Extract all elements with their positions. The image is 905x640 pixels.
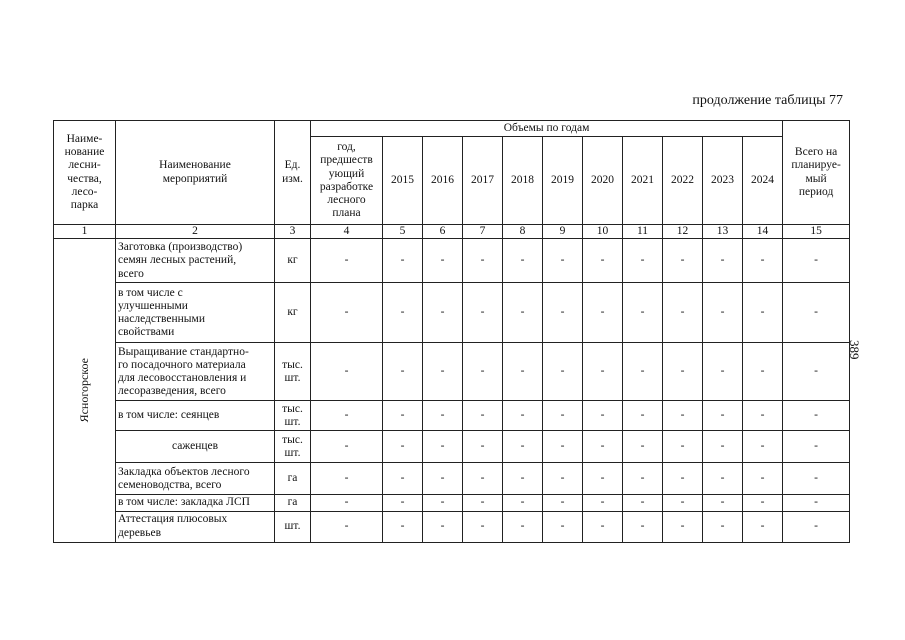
value-cell: - (783, 463, 850, 495)
value-cell: - (311, 463, 383, 495)
value-cell: - (383, 431, 423, 463)
header-year: 2016 (423, 137, 463, 225)
value-cell: - (543, 283, 583, 343)
header-activity: Наименование мероприятий (116, 121, 275, 225)
value-cell: - (543, 511, 583, 542)
value-cell: - (703, 511, 743, 542)
value-cell: - (663, 511, 703, 542)
table-row (54, 495, 850, 511)
value-cell: - (623, 495, 663, 511)
value-cell: - (503, 239, 543, 283)
header-year: 2019 (543, 137, 583, 225)
value-cell: - (423, 401, 463, 431)
value-cell: - (503, 283, 543, 343)
table-row (54, 463, 850, 495)
table-row (54, 401, 850, 431)
value-cell: - (383, 495, 423, 511)
value-cell: - (383, 401, 423, 431)
value-cell: - (783, 431, 850, 463)
value-cell: - (463, 495, 503, 511)
column-number: 11 (623, 225, 663, 239)
forestry-name: Ясногорское (76, 358, 91, 423)
value-cell: - (543, 431, 583, 463)
value-cell: - (663, 431, 703, 463)
value-cell: - (503, 431, 543, 463)
value-cell: - (623, 401, 663, 431)
activity-name: в том числе: закладка ЛСП (116, 495, 275, 511)
value-cell: - (703, 431, 743, 463)
value-cell: - (463, 431, 503, 463)
table-row (54, 431, 850, 463)
value-cell: - (783, 239, 850, 283)
header-forestry: Наиме- нование лесни- чества, лесо- парка (54, 121, 116, 225)
value-cell: - (543, 463, 583, 495)
unit-cell: кг (275, 239, 311, 283)
value-cell: - (583, 431, 623, 463)
value-cell: - (423, 239, 463, 283)
value-cell: - (663, 495, 703, 511)
table-row (54, 511, 850, 542)
value-cell: - (543, 239, 583, 283)
header-year: 2015 (383, 137, 423, 225)
value-cell: - (703, 401, 743, 431)
unit-cell: тыс. шт. (275, 401, 311, 431)
value-cell: - (583, 463, 623, 495)
value-cell: - (663, 463, 703, 495)
activity-name: в том числе: сеянцев (116, 401, 275, 431)
unit-cell: кг (275, 283, 311, 343)
value-cell: - (703, 343, 743, 401)
value-cell: - (311, 283, 383, 343)
header-year: 2023 (703, 137, 743, 225)
value-cell: - (663, 401, 703, 431)
value-cell: - (623, 431, 663, 463)
value-cell: - (543, 343, 583, 401)
value-cell: - (583, 511, 623, 542)
header-prev-year: год, предшеств ующий разработке лесного плана (311, 137, 383, 225)
activity-name: в том числе с улучшенными наследственными свойствами (116, 283, 275, 343)
header-year: 2020 (583, 137, 623, 225)
unit-cell: тыс. шт. (275, 343, 311, 401)
value-cell: - (783, 511, 850, 542)
value-cell: - (311, 495, 383, 511)
value-cell: - (463, 463, 503, 495)
forestry-name-cell (54, 239, 116, 542)
value-cell: - (463, 239, 503, 283)
header-total: Всего на планируе- мый период (783, 121, 850, 225)
unit-cell: га (275, 463, 311, 495)
column-number: 15 (783, 225, 850, 239)
value-cell: - (743, 511, 783, 542)
value-cell: - (583, 495, 623, 511)
activities-table (53, 120, 850, 543)
column-number: 5 (383, 225, 423, 239)
table-row (54, 239, 850, 283)
value-cell: - (423, 343, 463, 401)
value-cell: - (583, 343, 623, 401)
column-number: 14 (743, 225, 783, 239)
value-cell: - (623, 343, 663, 401)
value-cell: - (543, 401, 583, 431)
header-unit: Ед. изм. (275, 121, 311, 225)
value-cell: - (383, 283, 423, 343)
table-row (54, 343, 850, 401)
column-number: 2 (116, 225, 275, 239)
column-number: 3 (275, 225, 311, 239)
value-cell: - (623, 239, 663, 283)
value-cell: - (743, 463, 783, 495)
value-cell: - (623, 463, 663, 495)
value-cell: - (423, 283, 463, 343)
column-number: 12 (663, 225, 703, 239)
activity-name: Аттестация плюсовых деревьев (116, 511, 275, 542)
value-cell: - (703, 283, 743, 343)
value-cell: - (463, 511, 503, 542)
value-cell: - (743, 239, 783, 283)
value-cell: - (783, 283, 850, 343)
value-cell: - (383, 343, 423, 401)
value-cell: - (311, 343, 383, 401)
value-cell: - (783, 401, 850, 431)
value-cell: - (743, 495, 783, 511)
value-cell: - (623, 511, 663, 542)
value-cell: - (423, 511, 463, 542)
value-cell: - (503, 343, 543, 401)
activity-name: Закладка объектов лесного семеноводства, всего (116, 463, 275, 495)
value-cell: - (503, 511, 543, 542)
value-cell: - (463, 401, 503, 431)
unit-cell: тыс. шт. (275, 431, 311, 463)
value-cell: - (503, 401, 543, 431)
value-cell: - (663, 239, 703, 283)
value-cell: - (583, 283, 623, 343)
value-cell: - (703, 495, 743, 511)
activity-name: саженцев (116, 431, 275, 463)
value-cell: - (703, 463, 743, 495)
column-number: 4 (311, 225, 383, 239)
value-cell: - (743, 431, 783, 463)
value-cell: - (311, 431, 383, 463)
value-cell: - (423, 495, 463, 511)
table-body (54, 239, 850, 542)
header-year: 2017 (463, 137, 503, 225)
table-row (54, 283, 850, 343)
value-cell: - (543, 495, 583, 511)
value-cell: - (383, 511, 423, 542)
unit-cell: шт. (275, 511, 311, 542)
value-cell: - (583, 401, 623, 431)
column-number: 6 (423, 225, 463, 239)
page-number: 389 (847, 340, 862, 360)
column-number-row (54, 225, 850, 239)
value-cell: - (743, 283, 783, 343)
value-cell: - (783, 495, 850, 511)
value-cell: - (743, 343, 783, 401)
value-cell: - (663, 343, 703, 401)
column-number: 7 (463, 225, 503, 239)
header-year: 2018 (503, 137, 543, 225)
column-number: 9 (543, 225, 583, 239)
header-year: 2021 (623, 137, 663, 225)
value-cell: - (463, 343, 503, 401)
header-year: 2024 (743, 137, 783, 225)
value-cell: - (583, 239, 623, 283)
value-cell: - (311, 511, 383, 542)
value-cell: - (623, 283, 663, 343)
header-year: 2022 (663, 137, 703, 225)
value-cell: - (311, 239, 383, 283)
value-cell: - (503, 463, 543, 495)
value-cell: - (383, 463, 423, 495)
value-cell: - (463, 283, 503, 343)
value-cell: - (383, 239, 423, 283)
column-number: 8 (503, 225, 543, 239)
value-cell: - (311, 401, 383, 431)
column-number: 10 (583, 225, 623, 239)
activity-name: Заготовка (производство) семян лесных растений, всего (116, 239, 275, 283)
value-cell: - (663, 283, 703, 343)
value-cell: - (703, 239, 743, 283)
column-number: 13 (703, 225, 743, 239)
value-cell: - (423, 431, 463, 463)
value-cell: - (783, 343, 850, 401)
unit-cell: га (275, 495, 311, 511)
activity-name: Выращивание стандартно- го посадочного материала для лесовосстановления и лесоразведения, всего (116, 343, 275, 401)
value-cell: - (423, 463, 463, 495)
value-cell: - (743, 401, 783, 431)
header-volumes: Объемы по годам (311, 121, 783, 137)
column-number: 1 (54, 225, 116, 239)
table-caption: продолжение таблицы 77 (692, 93, 843, 108)
value-cell: - (503, 495, 543, 511)
